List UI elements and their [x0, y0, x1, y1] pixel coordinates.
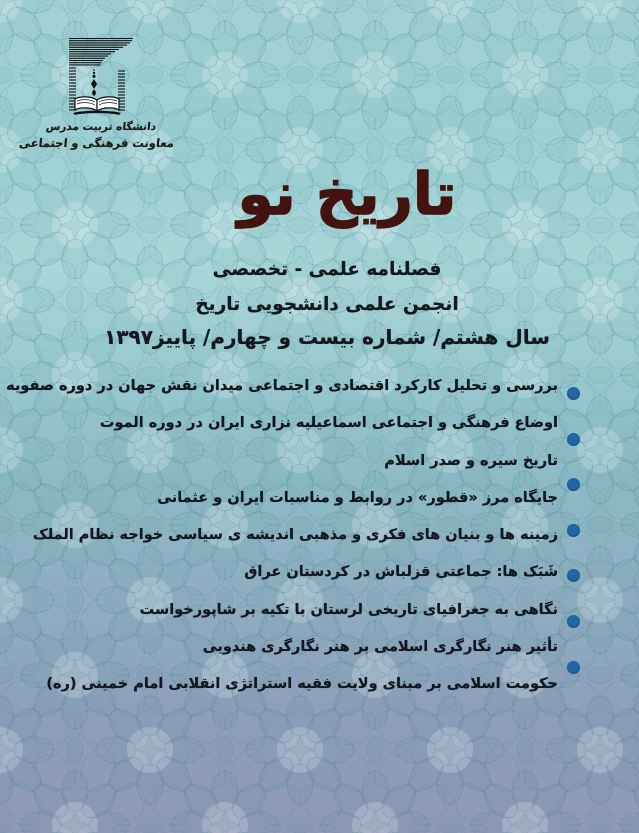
toc-article-title: اوضاع فرهنگی و اجتماعی اسماعیلیه نزاری ایران در دوره الموت — [99, 415, 558, 432]
association-name: انجمن علمی دانشجویی تاریخ — [195, 294, 459, 315]
university-emblem-arch-lamp-book-icon — [67, 36, 135, 118]
department-name: معاونت فرهنگی و اجتماعی — [18, 136, 175, 150]
toc-article-title: حکومت اسلامی بر مبنای ولایت فقیه استراتژی انقلابی امام خمینی (ره) — [46, 676, 558, 693]
bullet-icon — [567, 524, 580, 537]
toc-article-title: تأثیر هنر نگارگری اسلامی بر هنر نگارگری هندویی — [202, 639, 558, 656]
bullet-icon — [567, 387, 580, 400]
journal-subtitle: فصلنامه علمی - تخصصی — [212, 259, 442, 280]
university-name: دانشگاه تربیت مدرس — [45, 121, 157, 133]
bullet-icon — [567, 478, 580, 491]
toc-article-title: جایگاه مرز «قطور» در روابط و مناسبات ایران و عثمانی — [157, 489, 558, 506]
table-of-contents — [6, 368, 558, 704]
open-book — [73, 97, 121, 115]
toc-article-title: شَبَک ها: جماعتی قزلباش در کردستان عراق — [244, 564, 558, 581]
toc-article-title: زمینه ها و بنیان های فکری و مذهبی اندیشه ی سیاسی خواجه نظام الملک — [32, 527, 558, 544]
lamp-ornament — [91, 69, 97, 96]
toc-article-title: نگاهی به جغرافیای تاریخی لرستان با تکیه بر شاپورخواست — [139, 601, 558, 618]
bullet-icon — [567, 661, 580, 674]
bullet-icon — [567, 569, 580, 582]
journal-title: تاریخ نو — [237, 160, 457, 228]
issue-info: سال هشتم/ شماره بیست و چهارم/ پاییز۱۳۹۷ — [104, 325, 550, 349]
bullet-icon — [567, 433, 580, 446]
bullet-icon — [567, 615, 580, 628]
toc-article-title: بررسی و تحلیل کارکرد اقتصادی و اجتماعی میدان نقش جهان در دوره صفویه — [6, 378, 558, 394]
toc-article-title: تاریخ سیره و صدر اسلام — [384, 452, 558, 469]
university-logo — [18, 36, 175, 150]
